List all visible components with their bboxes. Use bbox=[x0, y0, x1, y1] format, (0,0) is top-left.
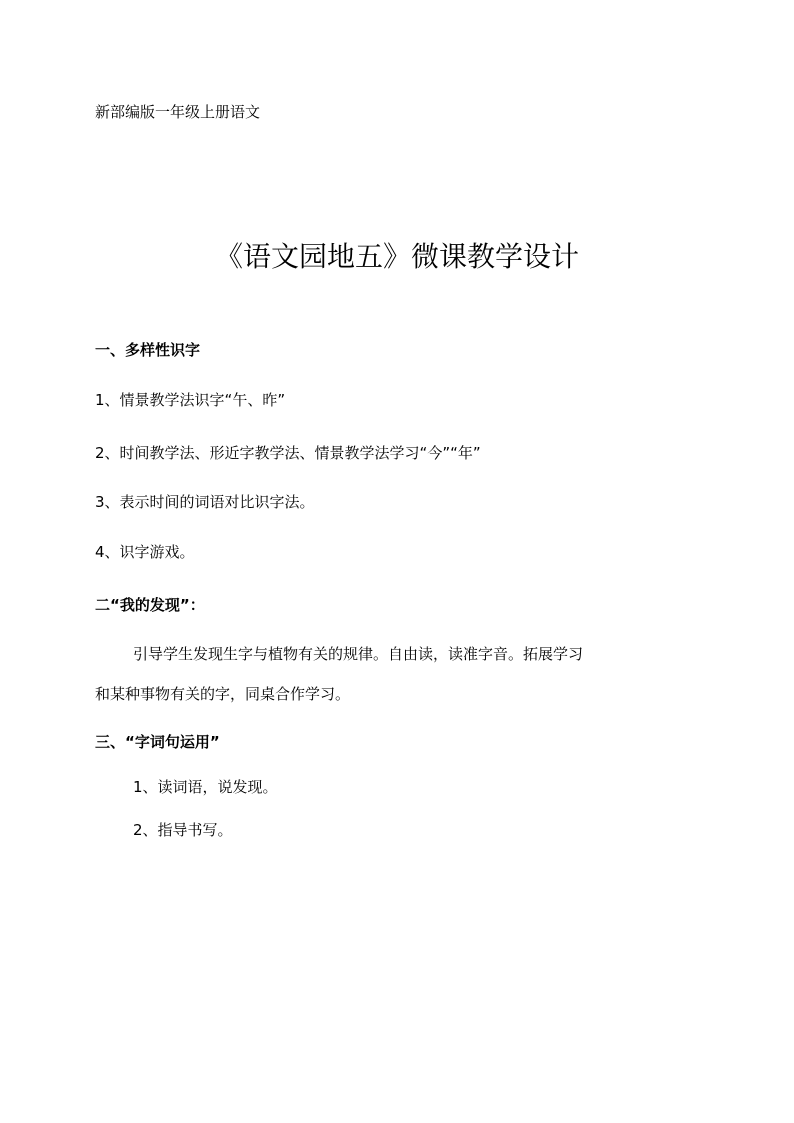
section3-item-1: 1、读词语，说发现。 bbox=[133, 778, 278, 796]
section2-paragraph-line-2: 和某种事物有关的字，同桌合作学习。 bbox=[95, 685, 351, 703]
section1-heading: 一、多样性识字 bbox=[95, 341, 201, 359]
section2-heading: 二“我的发现”： bbox=[95, 596, 205, 614]
document-title: 《语文园地五》微课教学设计 bbox=[214, 240, 579, 273]
section1-item-2: 2、时间教学法、形近字教学法、情景教学法学习“今”“年” bbox=[95, 444, 481, 462]
section1-item-4: 4、识字游戏。 bbox=[95, 543, 195, 561]
section2-paragraph bbox=[95, 634, 705, 714]
section3-heading: 三、“字词句运用” bbox=[95, 733, 220, 751]
section3-item-2: 2、指导书写。 bbox=[133, 821, 233, 839]
section1-item-3: 3、表示时间的词语对比识字法。 bbox=[95, 493, 315, 511]
section2-paragraph-line-1: 引导学生发现生字与植物有关的规律。自由读，读准字音。拓展学习 bbox=[133, 645, 584, 663]
document-subtitle: 新部编版一年级上册语文 bbox=[95, 103, 261, 121]
section1-item-1: 1、情景教学法识字“午、昨” bbox=[95, 391, 286, 409]
